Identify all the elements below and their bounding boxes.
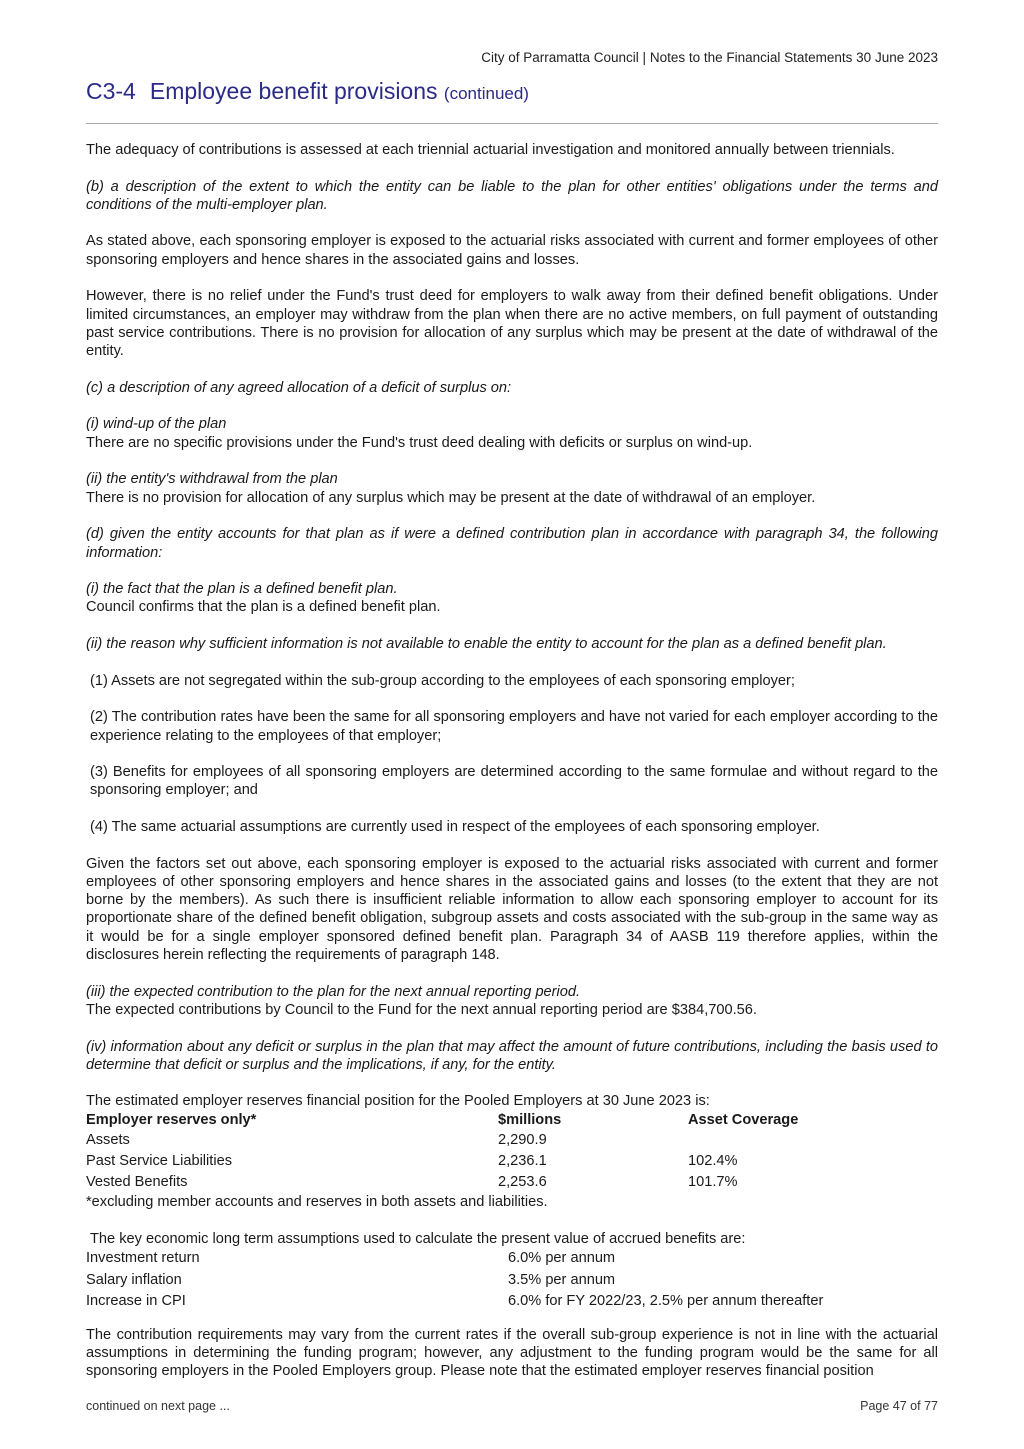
paragraph: Council confirms that the plan is a defined benefit plan. xyxy=(86,599,441,616)
list-item: (4) The same actuarial assumptions are currently used in respect of the employees of each sponsoring employer. xyxy=(90,818,820,835)
table-cell: 3.5% per annum xyxy=(508,1271,616,1288)
italic-paragraph: (b) a description of the extent to which the entity can be liable to the plan for other entities' obligations under the terms and conditions of the multi-employer plan. xyxy=(86,178,938,213)
paragraph: The key economic long term assumptions used to calculate the present value of accrued benefits are: xyxy=(90,1230,746,1247)
table-cell: 6.0% for FY 2022/23, 2.5% per annum thereafter xyxy=(508,1292,824,1309)
subheading: (iii) the expected contribution to the plan for the next annual reporting period. xyxy=(86,983,581,1000)
table-header-row xyxy=(86,1111,798,1129)
column-header: Employer reserves only* xyxy=(86,1111,257,1128)
running-header: City of Parramatta Council | Notes to the Financial Statements 30 June 2023 xyxy=(481,50,938,65)
paragraph: There are no specific provisions under the Fund's trust deed dealing with deficits or surplus on wind-up. xyxy=(86,434,753,451)
heading-divider xyxy=(86,123,938,124)
reserves-table xyxy=(86,1111,798,1193)
subheading: (i) the fact that the plan is a defined benefit plan. xyxy=(86,581,398,598)
table-cell: Past Service Liabilities xyxy=(86,1152,233,1169)
column-header: $millions xyxy=(498,1111,562,1128)
continued-label: (continued) xyxy=(443,84,529,103)
table-cell: 2,236.1 xyxy=(498,1152,547,1169)
page-number: Page 47 of 77 xyxy=(860,1399,938,1413)
table-row xyxy=(86,1172,798,1193)
paragraph: As stated above, each sponsoring employer is exposed to the actuarial risks associated with current and former employees of other sponsoring employers and hence shares in the associated gains and losses. xyxy=(86,233,938,268)
table-row xyxy=(86,1290,823,1311)
table-cell: Increase in CPI xyxy=(86,1292,186,1309)
section-title: Employee benefit provisions xyxy=(149,78,438,104)
italic-paragraph: (iv) information about any deficit or surplus in the plan that may affect the amount of future contributions, including the basis used to determine that deficit or surplus and the implications, if any, for the entity. xyxy=(86,1038,938,1073)
list-item: (2) The contribution rates have been the same for all sponsoring employers and have not varied for each employer according to the experience relating to the employees of that employer; xyxy=(90,709,938,744)
table-cell: Vested Benefits xyxy=(86,1174,188,1191)
table-cell: Assets xyxy=(86,1131,130,1148)
body-content xyxy=(86,141,938,1399)
italic-paragraph: (d) given the entity accounts for that plan as if were a defined contribution plan in accordance with paragraph 34, the following information: xyxy=(86,526,938,561)
italic-paragraph: (c) a description of any agreed allocation of a deficit of surplus on: xyxy=(86,379,512,396)
section-number: C3-4 xyxy=(86,78,136,104)
table-row xyxy=(86,1150,798,1171)
table-cell: 102.4% xyxy=(688,1152,738,1169)
table-cell: Investment return xyxy=(86,1250,200,1267)
table-cell: 6.0% per annum xyxy=(508,1250,616,1267)
column-header: Asset Coverage xyxy=(688,1111,799,1128)
paragraph: The adequacy of contributions is assessed at each triennial actuarial investigation and monitored annually between triennials. xyxy=(86,142,895,158)
table-cell xyxy=(688,1129,798,1150)
italic-paragraph: (ii) the reason why sufficient information is not available to enable the entity to account for the plan as a defined benefit plan. xyxy=(86,636,887,653)
subheading: (i) wind-up of the plan xyxy=(86,416,227,433)
paragraph: However, there is no relief under the Fund's trust deed for employers to walk away from their defined benefit obligations. Under limited circumstances, an employer may withdraw from the plan when there are no active members, on full payment of outstanding past service contributions. There is no provision for allocation of any surplus which may be present at the date of withdrawal of the entity. xyxy=(86,288,938,360)
assumptions-table xyxy=(86,1248,823,1312)
paragraph: The estimated employer reserves financial position for the Pooled Employers at 30 June 2023 is: xyxy=(86,1093,710,1110)
list-item: (3) Benefits for employees of all sponsoring employers are determined according to the same formulae and without regard to the sponsoring employer; and xyxy=(90,764,938,799)
paragraph: Given the factors set out above, each sponsoring employer is exposed to the actuarial risks associated with current and former employees of other sponsoring employers and hence shares in the associated gains and losses (to the extent that they are not borne by the members). As such there is insufficient reliable information to allow each sponsoring employer to account for its proportionate share of the defined benefit obligation, subgroup assets and costs associated with the sub-group in the same way as it would be for a single employer sponsored defined benefit plan. Paragraph 34 of AASB 119 therefore applies, within the disclosures herein reflecting the requirements of paragraph 148. xyxy=(86,855,938,964)
footnote: *excluding member accounts and reserves in both assets and liabilities. xyxy=(86,1193,548,1210)
paragraph: The expected contributions by Council to the Fund for the next annual reporting period are $384,700.56. xyxy=(86,1001,757,1018)
table-row xyxy=(86,1129,798,1150)
subheading: (ii) the entity's withdrawal from the plan xyxy=(86,471,338,488)
table-cell: 101.7% xyxy=(688,1174,738,1191)
table-cell: Salary inflation xyxy=(86,1271,182,1288)
table-row xyxy=(86,1248,823,1269)
table-cell: 2,253.6 xyxy=(498,1174,547,1191)
continued-note: continued on next page ... xyxy=(86,1399,230,1413)
table-cell: 2,290.9 xyxy=(498,1131,547,1148)
section-heading xyxy=(86,78,529,105)
paragraph: The contribution requirements may vary from the current rates if the overall sub-group experience is not in line with the actuarial assumptions in determining the funding program; however, any adjustment to the funding program would be the same for all sponsoring employers in the Pooled Employers group. Please note that the estimated employer reserves financial position xyxy=(86,1326,938,1380)
paragraph: There is no provision for allocation of any surplus which may be present at the date of withdrawal of an employer. xyxy=(86,489,816,506)
table-row xyxy=(86,1269,823,1290)
list-item: (1) Assets are not segregated within the sub-group according to the employees of each sponsoring employer; xyxy=(90,672,795,689)
